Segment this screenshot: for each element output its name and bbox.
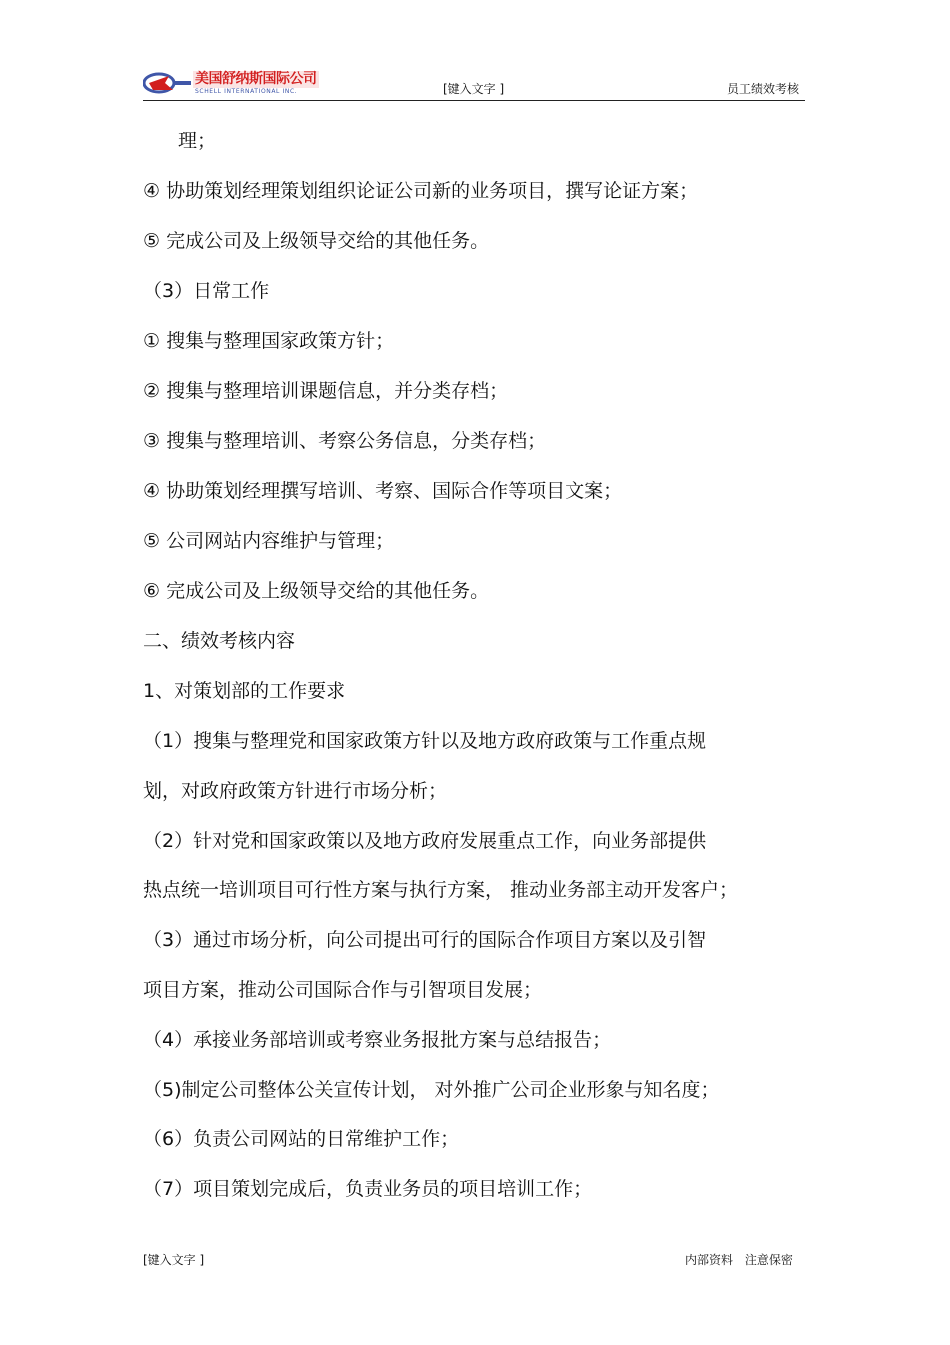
section-heading: 1、对策划部的工作要求 — [143, 680, 346, 702]
page-header — [143, 66, 805, 101]
body-line: ⑥ 完成公司及上级领导交给的其他任务。 — [143, 580, 490, 602]
footer-placeholder: [键入文字 ] — [143, 1253, 205, 1267]
body-line: 热点统一培训项目可行性方案与执行方案， 推动业务部主动开发客户； — [143, 879, 739, 901]
body-line: 理； — [178, 130, 217, 152]
body-line: （6）负责公司网站的日常维护工作； — [143, 1128, 460, 1150]
body-line: ② 搜集与整理培训课题信息，并分类存档； — [143, 380, 509, 402]
body-line: （2）针对党和国家政策以及地方政府发展重点工作，向业务部提供 — [143, 830, 707, 852]
body-line: （7）项目策划完成后，负责业务员的项目培训工作； — [143, 1178, 593, 1200]
body-line: ⑤ 完成公司及上级领导交给的其他任务。 — [143, 230, 490, 252]
company-logo — [143, 68, 317, 98]
body-line: ① 搜集与整理国家政策方针； — [143, 330, 395, 352]
header-placeholder: [键入文字 ] — [443, 82, 505, 96]
company-logo-icon — [143, 70, 193, 96]
logo-text: 美国舒纳斯国际公司 — [195, 71, 317, 87]
section-heading: 二、绩效考核内容 — [143, 630, 296, 652]
section-heading: （3）日常工作 — [143, 280, 270, 302]
body-line: （4）承接业务部培训或考察业务报批方案与总结报告； — [143, 1029, 612, 1051]
body-line: ③ 搜集与整理培训、考察公务信息，分类存档； — [143, 430, 547, 452]
body-line: （5)制定公司整体公关宣传计划， 对外推广公司企业形象与知名度； — [143, 1079, 720, 1101]
body-line: （3）通过市场分析，向公司提出可行的国际合作项目方案以及引智 — [143, 929, 707, 951]
body-line: 划，对政府政策方针进行市场分析； — [143, 780, 448, 802]
body-line: ④ 协助策划经理策划组织论证公司新的业务项目，撰写论证方案； — [143, 180, 699, 202]
logo-subtext: SCHELL INTERNATIONAL INC. — [195, 88, 298, 95]
body-line: ⑤ 公司网站内容维护与管理； — [143, 530, 395, 552]
body-line: （1）搜集与整理党和国家政策方针以及地方政府政策与工作重点规 — [143, 730, 707, 752]
body-line: 项目方案，推动公司国际合作与引智项目发展； — [143, 979, 543, 1001]
body-line: ④ 协助策划经理撰写培训、考察、国际合作等项目文案； — [143, 480, 623, 502]
footer-confidential-note: 内部资料 注意保密 — [685, 1253, 793, 1267]
document-title: 员工绩效考核 — [726, 82, 799, 96]
